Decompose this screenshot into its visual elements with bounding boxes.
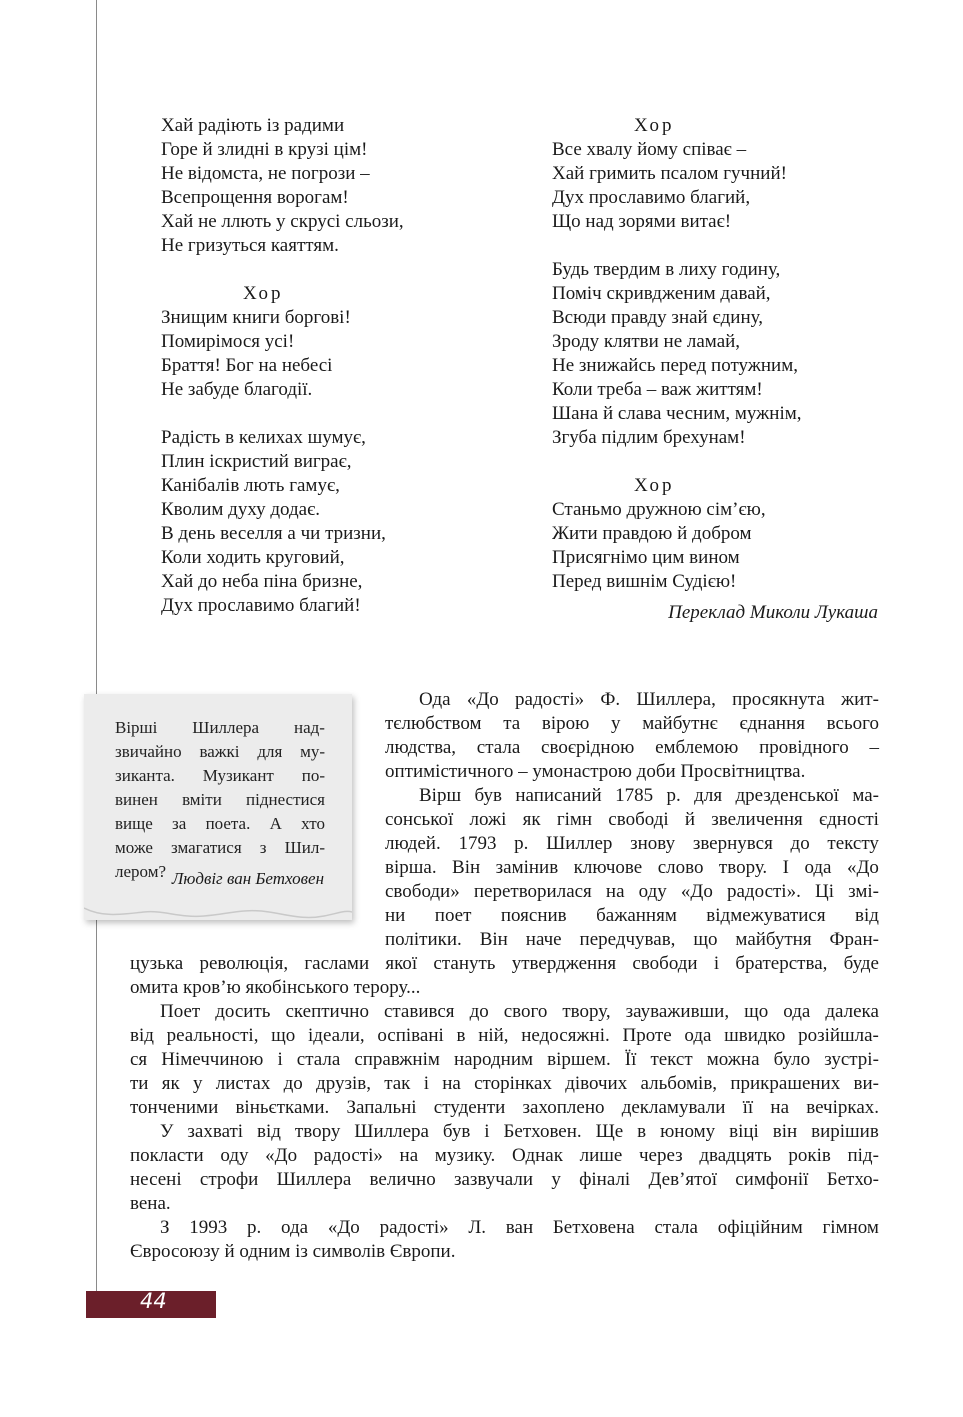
body-line-text: ви- [853, 1073, 879, 1094]
body-line-text: наче [525, 929, 562, 950]
sidebar-line [115, 836, 325, 860]
body-line-text: був [442, 1121, 471, 1142]
body-line-text: зазвучали [453, 1169, 534, 1190]
sidebar-line-text: поета. [205, 814, 251, 833]
body-line-text: твору [294, 1121, 341, 1142]
body-line-text: й [684, 809, 696, 830]
body-line-text: дрезденської [735, 785, 839, 806]
poem-line: Плин іскристий виграє, [161, 451, 352, 472]
poem-line: Кволим духу додає. [161, 499, 321, 520]
body-line-text: І [782, 857, 789, 878]
body-line-text: ложі [469, 809, 507, 830]
body-line-text: знову [630, 833, 676, 854]
poem-line: Не гризуться каяттям. [161, 235, 339, 256]
body-line-text: ній, [478, 1025, 509, 1046]
body-line: Євросоюзу й одним із символів Європи. [130, 1241, 456, 1262]
sidebar-author: Людвіг ван Бетховен [171, 869, 324, 888]
body-line-text: оду [220, 1145, 249, 1166]
body-line-text: до [469, 1001, 489, 1022]
body-line-text: Ода [419, 689, 451, 710]
body-line-text: Бетховена [552, 1217, 635, 1238]
body-line-text: стала [476, 737, 521, 758]
body-line-text: Ф. [600, 689, 621, 710]
body-line-text: звеличення [711, 809, 803, 830]
body-line-text: недосяжні. [521, 1025, 610, 1046]
body-line-text: як [161, 1073, 180, 1094]
poem-line: Коли ходить круговий, [161, 547, 345, 568]
body-line-text: замінив [495, 857, 559, 878]
body-line-text: велично [369, 1169, 436, 1190]
sidebar-line-text: по- [301, 766, 325, 785]
body-line-text: жит- [841, 689, 879, 710]
body-line-text: на [442, 1073, 461, 1094]
body-line-text: дівочих [565, 1073, 628, 1094]
body-line-text: Він [452, 857, 481, 878]
body-line-text: віньєтками. [235, 1097, 330, 1118]
sidebar-line-text: піднестися [246, 790, 325, 809]
body-line-text: далека [825, 1001, 879, 1022]
body-line-text: Л. [468, 1217, 487, 1238]
poem-line: Присягнімо цим вином [552, 547, 740, 568]
body-line-text: «До [846, 857, 879, 878]
body-line-text: від [855, 905, 879, 926]
poem-line: Шана й слава чесним, мужнім, [552, 403, 802, 424]
body-line-text: Шиллер [546, 833, 613, 854]
body-line-text: ван [505, 1217, 534, 1238]
body-line-text: він [772, 1121, 798, 1142]
poem-line: Браття! Бог на небесі [161, 355, 333, 376]
body-line-text: У [160, 1121, 174, 1142]
body-line-text: р. [514, 833, 529, 854]
body-line-text: – [869, 737, 879, 758]
body-line-text: листах [215, 1073, 271, 1094]
poem-line: Дух прославимо благий! [161, 595, 361, 616]
poem-left-column [161, 114, 404, 618]
sidebar-line-text: винен [115, 790, 158, 809]
body-line-text: свободи» [385, 881, 460, 902]
poem-line: Горе й злидні в крузі цім! [161, 139, 368, 160]
body-line [130, 1048, 879, 1072]
torn-paper-edge [84, 904, 352, 928]
body-line [385, 688, 879, 712]
sidebar-line [115, 764, 325, 788]
sidebar-line [115, 812, 325, 836]
body-line-text: для [694, 785, 723, 806]
body-line-text: строфи [199, 1169, 259, 1190]
body-line-text: Бетховен. [503, 1121, 582, 1142]
body-line-text: слово [657, 857, 704, 878]
body-line [130, 952, 879, 976]
body-line-text: провідного [759, 737, 849, 758]
body-line-text: вирішив [811, 1121, 879, 1142]
poem-line: Не знижайсь перед потужним, [552, 355, 798, 376]
body-line-text: народним [453, 1049, 534, 1070]
body-text-wide [130, 952, 879, 1264]
body-line-text: текст [650, 1049, 693, 1070]
poem-line: Згуба підлим брехунам! [552, 427, 746, 448]
poem-line: Станьмо дружною сім’єю, [552, 499, 766, 520]
body-line [385, 808, 879, 832]
poem-line: Зроду клятви не ламай, [552, 331, 741, 352]
stanza-gap [161, 402, 404, 426]
body-line-text: на [770, 1097, 790, 1118]
body-line-text: Ще [595, 1121, 624, 1142]
body-line-text: і [713, 953, 720, 974]
body-line-text: майбутнє [642, 713, 718, 734]
body-line-text: «До [265, 1145, 298, 1166]
body-line-text: як [522, 809, 541, 830]
body-line-text: пояснив [500, 905, 567, 926]
page-margin-rule [96, 0, 97, 1305]
body-line-text: можна [706, 1049, 760, 1070]
body-line-text: альбомів, [640, 1073, 718, 1094]
body-line [130, 1144, 879, 1168]
body-line-text: 1993 [189, 1217, 228, 1238]
body-line-text: змі- [848, 881, 879, 902]
poem-line: Не відомста, не погрози – [161, 163, 370, 184]
body-line-text: З [160, 1217, 170, 1238]
body-line-text: у [611, 713, 621, 734]
body-line-text: досить [215, 1001, 271, 1022]
body-line-text: прикрашених [730, 1073, 841, 1094]
sidebar-line-text: зиканта. [115, 766, 175, 785]
poem-line: Все хвалу йому співає – [552, 139, 747, 160]
poem-line: Всюди правду знай єдину, [552, 307, 763, 328]
translator-credit: Переклад Миколи Лукаша [668, 602, 878, 623]
body-line-text: симфонії [735, 1169, 809, 1190]
sidebar-line-text: му- [300, 742, 325, 761]
poem-line: Радість в келихах шумує, [161, 427, 366, 448]
body-line-text: у [193, 1073, 203, 1094]
body-line-text: від [130, 1025, 154, 1046]
body-line-text: тєлюбством [385, 713, 482, 734]
page-number: 44 [140, 1289, 167, 1313]
body-line-text: на [605, 881, 625, 902]
body-line-text: Фран- [829, 929, 879, 950]
body-line-text: в [456, 1025, 466, 1046]
body-line-text: від [257, 1121, 281, 1142]
body-line-text: двадцять [699, 1145, 772, 1166]
body-line-text: її [742, 1097, 754, 1118]
body-line-text: справжнім [354, 1049, 440, 1070]
body-line-text: Шиллера [276, 1169, 352, 1190]
body-line-text: сторінках [474, 1073, 552, 1094]
sidebar-line [115, 716, 325, 740]
body-line-text: політики. [385, 929, 462, 950]
body-line-text: віршем. [547, 1049, 611, 1070]
poem-line: Канібалів лють гамує, [161, 475, 340, 496]
sidebar-quote-text [115, 716, 325, 883]
body-line [385, 712, 879, 736]
poem-line: Перед вишнім Судією! [552, 571, 737, 592]
sidebar-line-text: може [115, 838, 153, 857]
poem-line: Жити правдою й добром [552, 523, 752, 544]
body-line-text: стануть [433, 953, 496, 974]
body-line-text: і [423, 1073, 429, 1094]
poem-line: Помирімося усі! [161, 331, 295, 352]
body-line-text: лише [579, 1145, 623, 1166]
sidebar-line-text: вміти [182, 790, 222, 809]
body-line-text: якої [385, 953, 418, 974]
body-line-text: «До [466, 689, 499, 710]
body-line-text: скептично [285, 1001, 369, 1022]
body-line [385, 736, 879, 760]
poem-line: Знищим книги боргові! [161, 307, 351, 328]
body-line-text: гімном [822, 1217, 879, 1238]
chorus-heading: Хор [634, 115, 675, 136]
body-line-text: ся [130, 1049, 148, 1070]
sidebar-line-text: звичайно [115, 742, 182, 761]
body-line-text: років [788, 1145, 831, 1166]
body-line-text: свободи [632, 953, 698, 974]
body-line-text: 1793 [458, 833, 497, 854]
body-line-text: реальності, [166, 1025, 259, 1046]
poem-line: Дух прославимо благий, [552, 187, 751, 208]
body-line-text: друзів, [316, 1073, 371, 1094]
body-line-text: буде [843, 953, 879, 974]
poem-line: В день веселля а чи тризни, [161, 523, 386, 544]
body-line [130, 1000, 879, 1024]
body-line-text: у [551, 1169, 561, 1190]
body-line [130, 1168, 879, 1192]
poem-line: Коли треба – важ життям! [552, 379, 763, 400]
body-line-text: цузька [130, 953, 184, 974]
body-line-text: Вірш [419, 785, 462, 806]
body-line-text: просякнута [732, 689, 825, 710]
body-line [130, 1096, 879, 1120]
body-line-text: єдності [818, 809, 879, 830]
body-line-text: гімн [556, 809, 593, 830]
body-line-text: відмежуватися [706, 905, 826, 926]
body-line-text: ода [684, 1025, 712, 1046]
body-line-text: захоплено [522, 1097, 605, 1118]
sidebar-line: лером? [115, 862, 167, 881]
body-line-text: ставився [383, 1001, 455, 1022]
sidebar-line [115, 740, 325, 764]
body-line-text: і [277, 1049, 283, 1070]
body-line-text: під- [847, 1145, 879, 1166]
sidebar-line-text: Шиллера [192, 718, 260, 737]
body-line-text: ода [804, 857, 832, 878]
body-line-text: що [744, 1001, 769, 1022]
body-line [130, 1024, 879, 1048]
poem-line: Будь твердим в лиху годину, [552, 259, 781, 280]
sidebar-line-text: над- [294, 718, 325, 737]
body-line-text: звернувся [692, 833, 773, 854]
body-line-text: зустрі- [824, 1049, 879, 1070]
body-line-text: так [384, 1073, 411, 1094]
poem-line: Хай до неба піна бризне, [161, 571, 363, 592]
body-line-text: через [638, 1145, 683, 1166]
body-line-text: що [693, 929, 718, 950]
body-line-text: і [484, 1121, 490, 1142]
body-line-text: оду [638, 881, 667, 902]
body-line-text: стала [296, 1049, 341, 1070]
stanza-gap [552, 450, 802, 474]
sidebar-line [115, 788, 325, 812]
poem-line: Що над зорями витає! [552, 211, 732, 232]
body-line-text: майбутня [735, 929, 812, 950]
body-line-text: Поет [160, 1001, 201, 1022]
poem-line: Не забуде благодії. [161, 379, 313, 400]
sidebar-line-text: для [257, 742, 283, 761]
body-line-text: студенти [433, 1097, 506, 1118]
body-line-text: було [773, 1049, 811, 1070]
body-line [130, 1216, 879, 1240]
sidebar-line-text: вище [115, 814, 153, 833]
body-line-text: Ці [814, 881, 834, 902]
sidebar-line-text: важкі [199, 742, 240, 761]
sidebar-line-text: Музикант [202, 766, 274, 785]
body-line-text: утвердження [511, 953, 617, 974]
body-line [130, 1120, 879, 1144]
chorus-heading: Хор [243, 283, 284, 304]
poem-right-column [552, 114, 802, 594]
body-line-text: 1785 [615, 785, 654, 806]
body-line-text: р. [247, 1217, 262, 1238]
sidebar-line-text: за [172, 814, 187, 833]
body-line-text: зауваживши, [625, 1001, 730, 1022]
poem-line: Поміч скривдженим давай, [552, 283, 771, 304]
body-line-text: офіційним [717, 1217, 803, 1238]
body-line-text: «До [680, 881, 713, 902]
body-line-text: революція, [199, 953, 289, 974]
body-line-text: до [790, 833, 810, 854]
body-line [385, 928, 879, 952]
body-line-text: стала [654, 1217, 698, 1238]
body-line-text: Її [624, 1049, 637, 1070]
body-line-text: Він [479, 929, 508, 950]
body-line-text: Проте [622, 1025, 672, 1046]
sidebar-line-text: хто [301, 814, 325, 833]
body-line [385, 880, 879, 904]
body-line-text: оспівані [377, 1025, 444, 1046]
body-line-text: Шиллера, [636, 689, 716, 710]
body-line-text: покласти [130, 1145, 204, 1166]
body-line-text: написаний [515, 785, 602, 806]
body-line-text: в [637, 1121, 647, 1142]
body-line-text: захваті [187, 1121, 244, 1142]
body-line-text: Німеччиною [161, 1049, 264, 1070]
body-line-text: передчував, [579, 929, 676, 950]
body-line-text: перетворилася [473, 881, 592, 902]
body-line-text: радості» [379, 1217, 449, 1238]
body-line-text: ода [281, 1217, 309, 1238]
body-line-text: ма- [852, 785, 879, 806]
body-line-text: братерства, [735, 953, 828, 974]
body-line-text: Бетхо- [826, 1169, 879, 1190]
body-line-text: ти [130, 1073, 149, 1094]
body-line-text: розійшла- [798, 1025, 879, 1046]
body-line-text: вірою [541, 713, 590, 734]
poem-line: Хай радіють із радими [161, 115, 345, 136]
body-line-text: ідеали, [308, 1025, 365, 1046]
body-line-text: всього [826, 713, 879, 734]
body-line-text: бажанням [596, 905, 677, 926]
body-line [385, 832, 879, 856]
body-line-text: свободі [608, 809, 669, 830]
body-line [385, 904, 879, 928]
body-line-text: своєрідною [541, 737, 635, 758]
body-line-text: р. [666, 785, 681, 806]
body-line-text: ключове [573, 857, 643, 878]
poem-line: Хай не ллють у скрусі сльози, [161, 211, 404, 232]
body-line-text: радості» [313, 1145, 383, 1166]
body-line-text: людства, [385, 737, 457, 758]
sidebar-line-text: Вірші [115, 718, 158, 737]
body-line [130, 1072, 879, 1096]
body-line-text: на [399, 1145, 419, 1166]
body-line [385, 784, 879, 808]
body-line-text: Запальні [346, 1097, 417, 1118]
sidebar-line-text: з [259, 838, 267, 857]
body-line-text: вірша. [385, 857, 437, 878]
body-line-text: свого [503, 1001, 548, 1022]
body-line-text: твору, [562, 1001, 611, 1022]
body-line-text: тексту [827, 833, 879, 854]
stanza-gap [552, 234, 802, 258]
body-line-text: Шиллера [354, 1121, 429, 1142]
sidebar-line-text: А [269, 814, 282, 833]
body-line-text: та [503, 713, 521, 734]
body-line-text: людей. [385, 833, 441, 854]
body-line-text: емблемою [655, 737, 739, 758]
poem-line: Всепрощення ворогам! [161, 187, 349, 208]
body-line-text: «До [327, 1217, 360, 1238]
body-line-text: гаслами [304, 953, 370, 974]
body-line: оптимістичного – умонастрою доби Просвітництва. [385, 761, 806, 782]
body-line-text: до [283, 1073, 303, 1094]
body-line-text: був [474, 785, 502, 806]
body-line: вена. [130, 1193, 171, 1214]
body-line-text: ода [783, 1001, 811, 1022]
body-line-text: поет [434, 905, 472, 926]
sidebar-line-text: Шил- [284, 838, 325, 857]
stanza-gap [161, 258, 404, 282]
body-line-text: віці [729, 1121, 759, 1142]
body-line-text: що [271, 1025, 296, 1046]
body-line-text: твору. [718, 857, 768, 878]
body-line-text: радості» [515, 689, 585, 710]
body-line-text: радості». [727, 881, 801, 902]
body-line-text: декламували [621, 1097, 726, 1118]
body-line-text: тонченими [130, 1097, 219, 1118]
poem-line: Хай гримить псалом гучний! [552, 163, 787, 184]
body-line-text: музику. [434, 1145, 496, 1166]
body-line-text: швидко [724, 1025, 786, 1046]
body-line: омита кров’ю якобінського терору... [130, 977, 421, 998]
body-line-text: єднання [739, 713, 805, 734]
sidebar-line-text: змагатися [171, 838, 242, 857]
body-line-text: Однак [511, 1145, 563, 1166]
body-line-text: несені [130, 1169, 182, 1190]
body-line-text: юному [660, 1121, 716, 1142]
body-line [385, 856, 879, 880]
chorus-heading: Хор [634, 475, 675, 496]
quote-sidebar [84, 694, 352, 920]
body-line-text: Дев’ятої [648, 1169, 717, 1190]
body-line-text: фіналі [579, 1169, 631, 1190]
body-text-narrow [385, 688, 879, 952]
body-line-text: ни [385, 905, 406, 926]
body-line-text: вечірках. [806, 1097, 879, 1118]
body-line-text: сонської [385, 809, 454, 830]
